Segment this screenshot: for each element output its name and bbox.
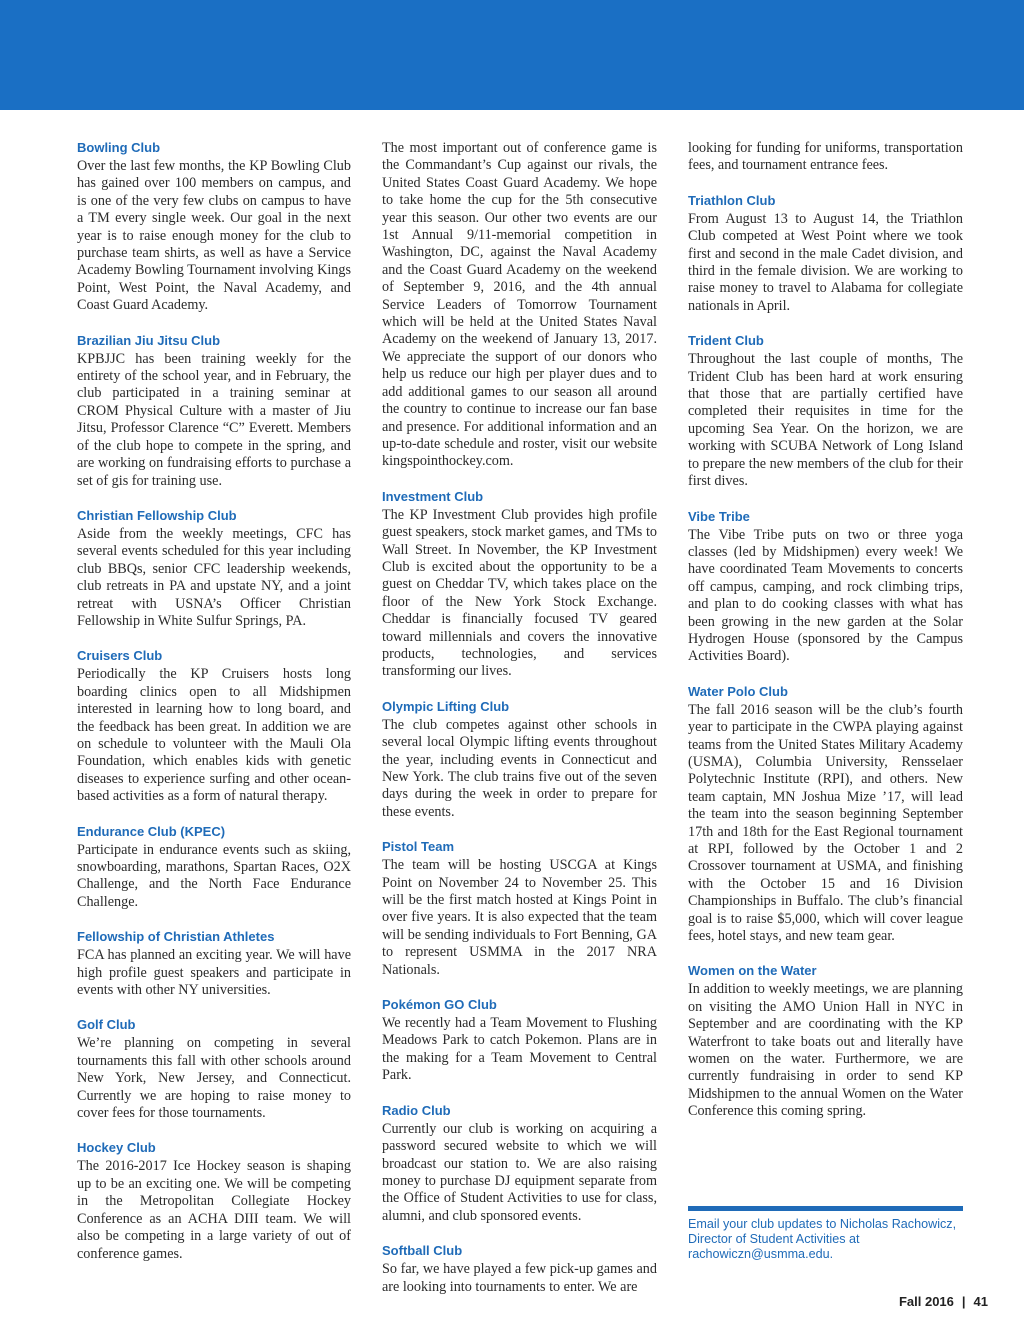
section-title: Pistol Team [382, 839, 455, 855]
section-brazilian-jiu-jitsu-club [77, 333, 351, 490]
top-banner [0, 0, 1024, 110]
section-body: In addition to weekly meetings, we are planning on visiting the AMO Union Hall in NYC in September and are coordinating with the KP Waterfront to take boats out and literally have women on the water. Furthermore, we are currently fundraising in order to send KP Midshipmen to the annual Women on the Water Conference this coming spring. [688, 981, 963, 1120]
section-title: Investment Club [382, 488, 484, 504]
section-trident-club [688, 333, 963, 490]
section-body: Periodically the KP Cruisers hosts long boarding clinics open to all Midshipmen interested in learning how to long board, and the feedback has been great. In addition we are on schedule to volunteer with the Mauli Ola Foundation, which enables kids with genetic diseases to experience surfing and other ocean-based activities as a form of natural therapy. [77, 666, 351, 805]
page-footer [899, 1294, 988, 1309]
section-title: Water Polo Club [688, 683, 788, 699]
section-title: Vibe Tribe [688, 508, 750, 524]
email-callout [688, 1206, 963, 1262]
section-title: Hockey Club [77, 1140, 156, 1156]
section-title: Christian Fellowship Club [77, 507, 237, 523]
section-water-polo-club [688, 684, 963, 946]
section-title: Golf Club [77, 1017, 136, 1033]
section-body: The Vibe Tribe puts on two or three yoga classes (led by Midshipmen) every week! We have coordinated Team Movements to concerts off campus, camping, and rock climbing trips, and plan to do cooking classes with what has been growing in the new garden at the Solar Hydrogen House (sponsored by the Campus Activities Board). [688, 526, 963, 665]
section-pokemon-go-club [382, 997, 657, 1085]
section-endurance-club [77, 824, 351, 912]
section-body: Over the last few months, the KP Bowling Club has gained over 100 members on campus, and is one of the very few clubs on campus to have a TM every single week. Our goal in the next year is to raise enough money for the club to purchase team shirts, as well as have a Service Academy Bowling Tournament involving Kings Point, West Point, the Naval Academy, and Coast Guard Academy. [77, 158, 351, 314]
softball-club-continued: looking for funding for uniforms, transportation fees, and tournament entrance fees. [688, 140, 963, 174]
section-title: Trident Club [688, 333, 764, 349]
section-investment-club [382, 489, 657, 681]
section-body: FCA has planned an exciting year. We will have high profile guest speakers and participate in events with other NY universities. [77, 947, 351, 999]
section-body: The team will be hosting USCGA at Kings Point on November 24 to November 25. This will be the first match hosted at Kings Point in over five years. It is also expected that the team will be sending individuals to Fort Benning, GA to represent USMMA in the 2017 NRA Nationals. [382, 857, 657, 978]
section-body: We recently had a Team Movement to Flushing Meadows Park to catch Pokemon. Plans are in the making for a Team Movement to Central Park. [382, 1015, 657, 1084]
section-title: Fellowship of Christian Athletes [77, 929, 275, 945]
section-hockey-club [77, 1140, 351, 1262]
section-body: So far, we have played a few pick-up games and are looking into tournaments to enter. We are [382, 1261, 657, 1295]
section-bowling-club [77, 140, 351, 315]
section-softball-club [382, 1243, 657, 1296]
section-olympic-lifting-club [382, 699, 657, 821]
section-women-on-the-water [688, 963, 963, 1120]
column-3 [688, 140, 963, 1139]
section-title: Endurance Club (KPEC) [77, 823, 226, 839]
section-title: Radio Club [382, 1102, 451, 1118]
section-body: The 2016-2017 Ice Hockey season is shaping up to be an exciting one. We will be competing in the Metropolitan Collegiate Hockey Conference as an ACHA DIII team. We will also be competing in a large variety of out of conference games. [77, 1158, 351, 1262]
section-body: We’re planning on competing in several tournaments this fall with other schools around New York, New Jersey, and Connecticut. Currently we are hoping to raise money to cover fees for those tournaments. [77, 1035, 351, 1122]
section-title: Brazilian Jiu Jitsu Club [77, 332, 221, 348]
section-body: The club competes against other schools in several local Olympic lifting events throughout the year, including events in Connecticut and New York. The club trains five out of the seven days during the week in order to prepare for these events. [382, 716, 657, 820]
column-2 [382, 140, 657, 1314]
section-triathlon-club [688, 193, 963, 315]
issue-label: Fall 2016 [898, 1294, 954, 1309]
section-body: Throughout the last couple of months, The Trident Club has been hard at work ensuring that those that are partially certified have completed their requisites in time for the upcoming Sea Year. On the horizon, we are working with SCUBA Network of Long Island to prepare the new members of the club for their first dives. [688, 351, 963, 490]
email-note: Email your club updates to Nicholas Rachowicz, Director of Student Activities at rachowiczn@usmma.edu. [688, 1217, 957, 1261]
section-radio-club [382, 1103, 657, 1225]
section-body: The fall 2016 season will be the club’s fourth year to participate in the CWPA playing against teams from the United States Military Academy (USMA), Columbia University, Rensselaer Polytechnic Institute (RPI), and others. New team captain, MN Joshua Mize ’17, will lead the team into the season beginning September 17th and 18th for the East Regional tournament at RPI, followed by the October 1 and 2 Crossover tournament at USMA, and finishing with the October 15 and 16 Division Championships in Buffalo. The club’s financial goal is to raise $5,000, which will cover league fees, hotel stays, and new team gear. [688, 701, 963, 945]
section-body: Aside from the weekly meetings, CFC has several events scheduled for this year including club BBQs, senior CFC leadership weekends, club retreats in PA and upstate NY, and a joint retreat with USNA’s Officer Christian Fellowship in White Sulfur Springs, PA. [77, 525, 351, 629]
section-pistol-team [382, 839, 657, 979]
section-body: From August 13 to August 14, the Triathlon Club competed at West Point where we took first and second in the male Cadet division, and third in the female division. We are working to raise money to travel to Alabama for collegiate nationals in April. [688, 210, 963, 314]
section-title: Women on the Water [688, 963, 817, 979]
section-christian-fellowship-club [77, 508, 351, 630]
footer-separator: | [961, 1294, 966, 1309]
section-body: The KP Investment Club provides high profile guest speakers, stock market games, and TMs to Wall Street. In November, the KP Investment Club is excited about the opportunity to be a guest on Cheddar TV, which takes place on the floor of the New York Stock Exchange. Cheddar is financially focused TV geared toward millennials and covers the innovative products, technologies, and services transforming our lives. [382, 506, 657, 680]
section-title: Bowling Club [77, 140, 161, 155]
section-cruisers-club [77, 648, 351, 805]
section-title: Triathlon Club [688, 192, 776, 208]
section-body: Currently our club is working on acquiring a password secured website to which we will broadcast our station to. We are also raising money to purchase DJ equipment separate from the Office of Student Activities to use for class, alumni, and club sponsored events. [382, 1120, 657, 1224]
section-body: KPBJJC has been training weekly for the entirety of the school year, and in February, the club participated in a training seminar at CROM Physical Culture with a master of Jiu Jitsu, Professor Clarence “C” Everett. Members of the club hope to compete in the spring, and are working on fundraising efforts to purchase a set of gis for training use. [77, 350, 351, 489]
section-body: Participate in endurance events such as skiing, snowboarding, marathons, Spartan Races, O2X Challenge, and the North Face Endurance Challenge. [77, 841, 351, 910]
section-title: Cruisers Club [77, 648, 163, 664]
section-title: Olympic Lifting Club [382, 698, 510, 714]
section-vibe-tribe [688, 509, 963, 666]
section-title: Pokémon GO Club [382, 997, 497, 1013]
page-number: 41 [973, 1294, 988, 1309]
section-fellowship-of-christian-athletes [77, 929, 351, 999]
section-title: Softball Club [382, 1243, 463, 1259]
section-golf-club [77, 1017, 351, 1122]
column-1 [77, 140, 351, 1281]
hockey-club-continued: The most important out of conference game is the Commandant’s Cup against our rivals, the United States Coast Guard Academy. We hope to take home the cup for the 5th consecutive year this season. Our other two events are our 1st Annual 9/11-memorial competition in Washington, DC, against the Naval Academy and the Coast Guard Academy on the weekend of September 9, 2016, and the 4th annual Service Leaders of Tomorrow Tournament which will be held at the United States Naval Academy on the weekend of January 13, 2017. We appreciate the support of our donors who help us reduce our high per player dues and to add additional games to our season all around the country to continue to increase our fan base and presence. For additional information and an up-to-date schedule and roster, visit our website kingspointhockey.com. [382, 140, 657, 470]
